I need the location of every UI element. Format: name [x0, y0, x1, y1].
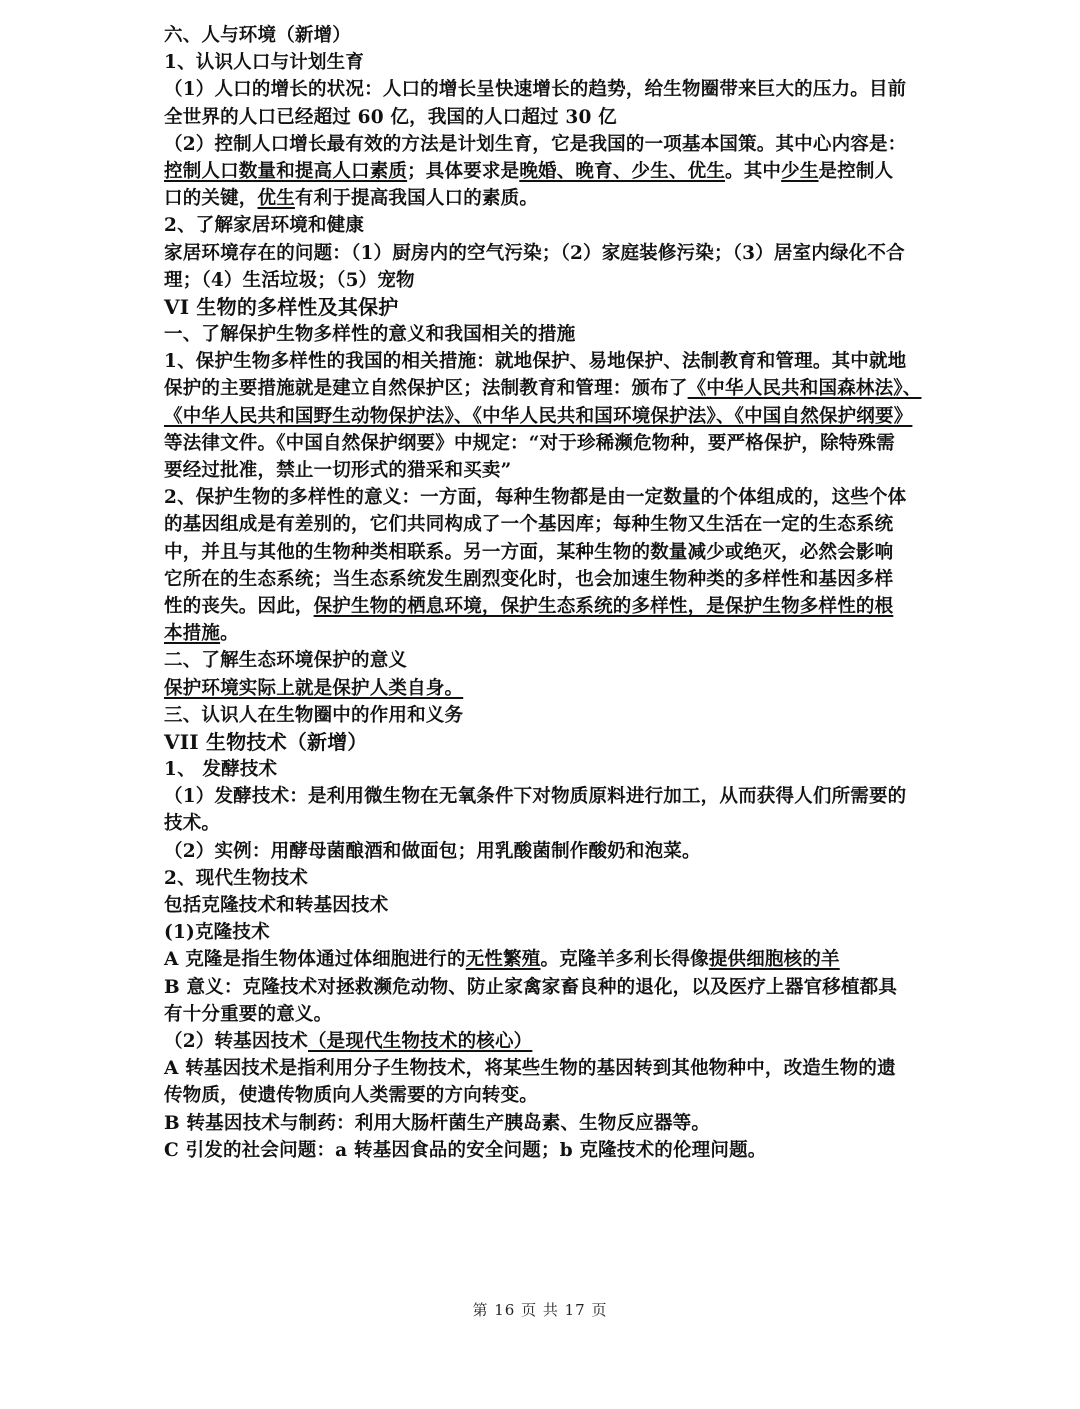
text-segment: 1、认识人口与计划生育: [164, 52, 365, 74]
text-line: [164, 457, 924, 484]
text-segment: （2）实例：用酵母菌酿酒和做面包；用乳酸菌制作酸奶和泡菜。: [164, 840, 701, 862]
text-line: [164, 484, 924, 511]
text-line: [164, 1001, 924, 1028]
text-segment: 它所在的生态系统；当生态系统发生剧烈变化时，也会加速生物种类的多样性和基因多样: [164, 568, 894, 590]
text-segment: 有利于提高我国人口的素质。: [294, 188, 539, 210]
underlined-text: 《中华人民共和国野生动物保护法》、《中华人民共和国环境保护法》、《中国自然保护纲要》: [164, 405, 913, 427]
text-line: [164, 430, 924, 457]
text-line: [164, 185, 924, 212]
text-segment: 家居环境存在的问题：（1）厨房内的空气污染；（2）家庭装修污染；（3）居室内绿化不合: [164, 242, 905, 264]
text-line: [164, 539, 924, 566]
text-segment: ；具体要求是: [407, 160, 520, 182]
text-line: [164, 1137, 924, 1164]
text-line: [164, 76, 924, 103]
text-line: [164, 729, 924, 756]
text-segment: 保护的主要措施就是建立自然保护区；法制教育和管理：颁布了: [164, 378, 688, 400]
text-segment: 2、保护生物的多样性的意义：一方面，每种生物都是由一定数量的个体组成的，这些个体: [164, 487, 907, 509]
text-line: [164, 892, 924, 919]
text-segment: (1)克隆技术: [164, 922, 270, 944]
text-line: [164, 294, 924, 321]
text-segment: 一、了解保护生物多样性的意义和我国相关的措施: [164, 324, 576, 346]
underlined-text: 控制人口数量和提高人口素质: [164, 160, 408, 182]
text-line: [164, 348, 924, 375]
underlined-text: 无性繁殖: [465, 949, 541, 971]
text-segment: A 克隆是指生物体通过体细胞进行的: [164, 949, 466, 971]
text-line: [164, 267, 924, 294]
underlined-text: 提供细胞核的羊: [708, 949, 840, 971]
text-segment: 全世界的人口已经超过 60 亿，我国的人口超过 30 亿: [164, 106, 617, 128]
text-segment: 六、人与环境（新增）: [164, 25, 352, 46]
text-line: [164, 240, 924, 267]
text-segment: 有十分重要的意义。: [164, 1003, 333, 1025]
text-line: [164, 865, 924, 892]
page-number: 第 16 页 共 17 页: [472, 1301, 608, 1319]
text-segment: （2）控制人口增长最有效的方法是计划生育，它是我国的一项基本国策。其中心内容是：: [164, 133, 907, 155]
text-line: [164, 647, 924, 674]
text-segment: B 意义：克隆技术对拯救濒危动物、防止家禽家畜良种的退化，以及医疗上器官移植都具: [164, 976, 898, 998]
text-line: [164, 104, 924, 131]
text-segment: 口的关键，: [164, 188, 258, 210]
text-segment: 理；（4）生活垃圾；（5）宠物: [164, 269, 415, 291]
text-line: [164, 566, 924, 593]
text-line: [164, 783, 924, 810]
text-line: [164, 810, 924, 837]
text-line: [164, 49, 924, 76]
text-segment: 2、了解家居环境和健康: [164, 215, 365, 237]
text-line: [164, 1082, 924, 1109]
text-line: [164, 838, 924, 865]
underlined-text: 《中华人民共和国森林法》、: [687, 378, 922, 400]
text-segment: 二、了解生态环境保护的意义: [164, 650, 408, 672]
text-segment: 2、现代生物技术: [164, 867, 308, 889]
text-segment: 1、保护生物多样性的我国的相关措施：就地保护、易地保护、法制教育和管理。其中就地: [164, 351, 907, 373]
text-line: [164, 158, 924, 185]
text-segment: （1）发酵技术：是利用微生物在无氧条件下对物质原料进行加工，从而获得人们所需要的: [164, 786, 907, 808]
underlined-text: 本措施: [164, 623, 221, 645]
text-line: [164, 1055, 924, 1082]
text-segment: 要经过批准，禁止一切形式的猎采和买卖”: [164, 460, 512, 481]
text-line: [164, 1028, 924, 1055]
underlined-text: 保护生物的栖息环境，保护生态系统的多样性，是保护生物多样性的根: [313, 595, 894, 617]
text-line: [164, 22, 924, 49]
document-body: [164, 22, 924, 1164]
text-segment: 。: [220, 623, 239, 645]
text-segment: 1、 发酵技术: [164, 759, 278, 781]
text-line: [164, 974, 924, 1001]
text-line: [164, 946, 924, 973]
text-line: [164, 212, 924, 239]
text-segment: 性的丧失。因此，: [164, 595, 314, 617]
underlined-text: 优生: [257, 188, 295, 210]
text-segment: C 引发的社会问题：a 转基因食品的安全问题；b 克隆技术的伦理问题。: [164, 1139, 767, 1161]
text-line: [164, 403, 924, 430]
text-segment: 中，并且与其他的生物种类相联系。另一方面，某种生物的数量减少或绝灭，必然会影响: [164, 541, 894, 563]
text-line: [164, 620, 924, 647]
underlined-text: 少生: [781, 160, 819, 182]
text-segment: VII 生物技术（新增）: [164, 729, 368, 754]
text-segment: 三、认识人在生物圈中的作用和义务: [164, 704, 464, 726]
text-line: [164, 675, 924, 702]
text-segment: 的基因组成是有差别的，它们共同构成了一个基因库；每种生物又生活在一定的生态系统: [164, 514, 894, 536]
text-segment: （1）人口的增长的状况：人口的增长呈快速增长的趋势，给生物圈带来巨大的压力。目前: [164, 79, 907, 101]
text-segment: 是控制人: [818, 160, 894, 182]
text-segment: 。克隆羊多利长得像: [540, 949, 709, 971]
underlined-text: 保护环境实际上就是保护人类自身。: [164, 677, 464, 699]
underlined-text: 晚婚、晚育、少生、优生: [519, 160, 726, 182]
text-segment: （2）转基因技术: [164, 1030, 308, 1052]
text-segment: 包括克隆技术和转基因技术: [164, 895, 389, 916]
text-line: [164, 131, 924, 158]
text-segment: 技术。: [164, 813, 221, 835]
text-line: [164, 1110, 924, 1137]
text-segment: 传物质，使遗传物质向人类需要的方向转变。: [164, 1085, 539, 1107]
text-line: [164, 756, 924, 783]
text-line: [164, 511, 924, 538]
text-line: [164, 919, 924, 946]
text-segment: A 转基因技术是指利用分子生物技术，将某些生物的基因转到其他物种中，改造生物的遗: [164, 1058, 896, 1080]
text-line: [164, 702, 924, 729]
text-segment: 等法律文件。《中国自然保护纲要》中规定：“对于珍稀濒危物种，要严格保护，除特殊需: [164, 432, 895, 454]
text-segment: B 转基因技术与制药：利用大肠杆菌生产胰岛素、生物反应器等。: [164, 1112, 711, 1134]
text-line: [164, 593, 924, 620]
text-segment: VI 生物的多样性及其保护: [164, 294, 399, 319]
underlined-text: （是现代生物技术的核心）: [307, 1030, 533, 1052]
text-line: [164, 321, 924, 348]
text-segment: 。其中: [725, 160, 782, 182]
text-line: [164, 375, 924, 402]
